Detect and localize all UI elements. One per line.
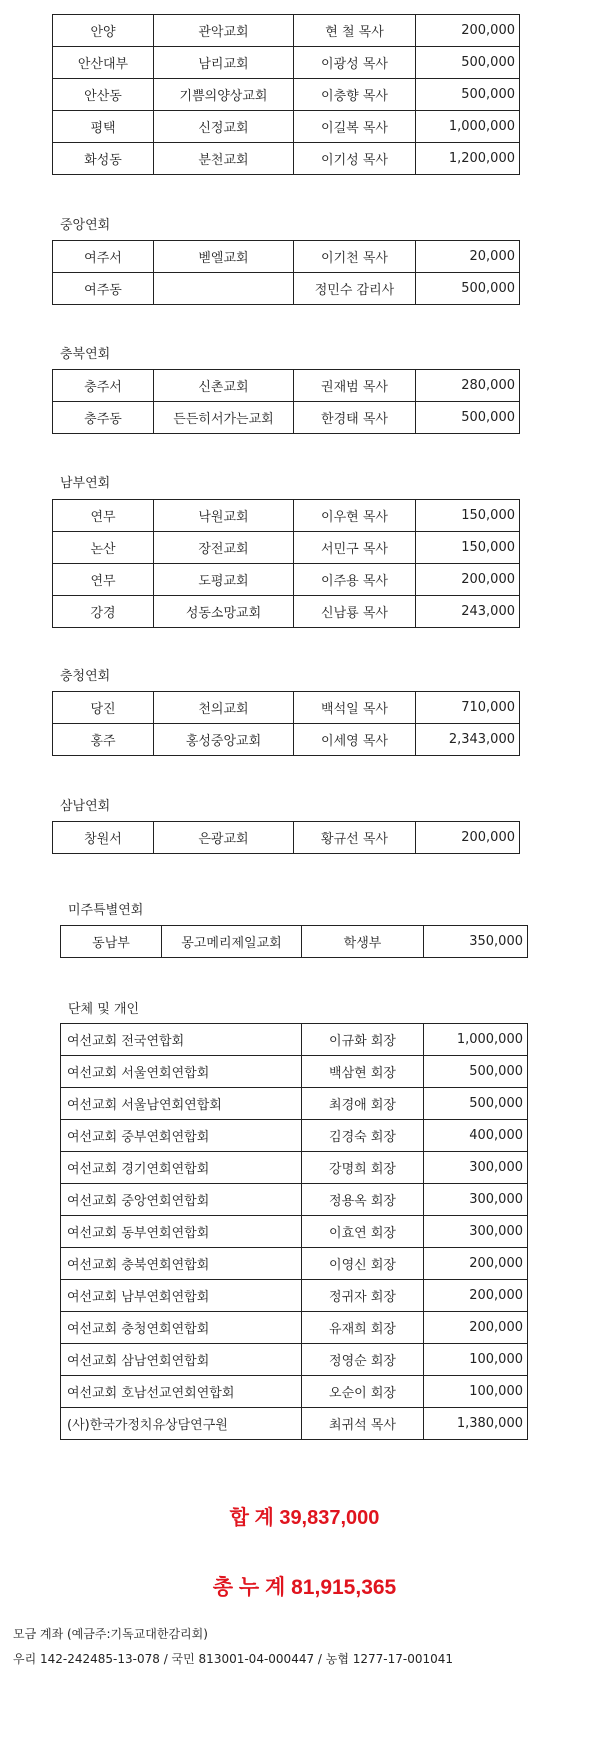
pastor-cell: 이세영 목사 [294,724,416,756]
section-title-jungang: 중앙연회 [60,218,111,233]
leader-cell: 이영신 회장 [302,1248,424,1280]
table-row [53,724,520,756]
church-cell: 홍성중앙교회 [154,724,294,756]
table-row [61,1312,528,1344]
table-row [61,1152,528,1184]
pastor-cell: 이우현 목사 [294,500,416,532]
amount-cell: 300,000 [424,1152,528,1184]
church-cell: 성동소망교회 [154,596,294,628]
amount-cell: 280,000 [416,370,520,402]
leader-cell: 최귀석 목사 [302,1408,424,1440]
church-cell: 분천교회 [154,143,294,175]
amount-cell: 243,000 [416,596,520,628]
section-title-us-special: 미주특별연회 [68,903,144,918]
table-row [61,1120,528,1152]
table-row [53,596,520,628]
table-row [61,1344,528,1376]
table-row [53,273,520,305]
offering-table-top [52,14,520,175]
offering-table-us-special [60,925,528,958]
church-cell: 은광교회 [154,822,294,854]
amount-cell: 1,000,000 [424,1024,528,1056]
group-name-cell: 여선교회 중앙연회연합회 [61,1184,302,1216]
section-title-groups: 단체 및 개인 [68,1002,140,1017]
amount-cell: 150,000 [416,500,520,532]
group-name-cell: 여선교회 충청연회연합회 [61,1312,302,1344]
amount-cell: 710,000 [416,692,520,724]
pastor-cell: 이기성 목사 [294,143,416,175]
table-row [53,15,520,47]
group-name-cell: 여선교회 동부연회연합회 [61,1216,302,1248]
amount-cell: 300,000 [424,1184,528,1216]
pastor-cell: 이충향 목사 [294,79,416,111]
offering-table-chungcheong [52,691,520,756]
leader-cell: 김경숙 회장 [302,1120,424,1152]
region-cell: 안양 [53,15,154,47]
leader-cell: 이규화 회장 [302,1024,424,1056]
section-title-chungcheong: 충청연회 [60,669,111,684]
amount-cell: 1,380,000 [424,1408,528,1440]
amount-cell: 200,000 [424,1248,528,1280]
table-row [53,692,520,724]
leader-cell: 유재희 회장 [302,1312,424,1344]
amount-cell: 500,000 [424,1088,528,1120]
church-cell: 관악교회 [154,15,294,47]
table-row [53,79,520,111]
region-cell: 동남부 [61,926,162,958]
leader-cell: 정영순 회장 [302,1344,424,1376]
table-row [53,370,520,402]
church-cell: 남리교회 [154,47,294,79]
amount-cell: 500,000 [416,273,520,305]
region-cell: 평택 [53,111,154,143]
table-row [61,1088,528,1120]
region-cell: 홍주 [53,724,154,756]
amount-cell: 500,000 [416,47,520,79]
region-cell: 연무 [53,500,154,532]
group-name-cell: 여선교회 남부연회연합회 [61,1280,302,1312]
pastor-cell: 한경태 목사 [294,402,416,434]
leader-cell: 강명희 회장 [302,1152,424,1184]
pastor-cell: 이광성 목사 [294,47,416,79]
leader-cell: 정귀자 회장 [302,1280,424,1312]
table-row [53,532,520,564]
group-name-cell: 여선교회 서울연회연합회 [61,1056,302,1088]
table-row [61,1184,528,1216]
group-name-cell: 여선교회 경기연회연합회 [61,1152,302,1184]
pastor-cell: 현 철 목사 [294,15,416,47]
region-cell: 여주서 [53,241,154,273]
table-row [61,1024,528,1056]
table-row [53,111,520,143]
offering-table-chungbuk [52,369,520,434]
region-cell: 당진 [53,692,154,724]
church-cell: 든든히서가는교회 [154,402,294,434]
offering-table-nambu [52,499,520,628]
account-numbers: 우리 142-242485-13-078 / 국민 813001-04-000447 / 농협 1277-17-001041 [13,1652,454,1666]
section-title-chungbuk: 충북연회 [60,347,111,362]
church-cell: 벧엘교회 [154,241,294,273]
group-name-cell: 여선교회 호남선교연회연합회 [61,1376,302,1408]
amount-cell: 150,000 [416,532,520,564]
amount-cell: 400,000 [424,1120,528,1152]
amount-cell: 100,000 [424,1376,528,1408]
pastor-cell: 황규선 목사 [294,822,416,854]
group-name-cell: 여선교회 삼남연회연합회 [61,1344,302,1376]
leader-cell: 정용옥 회장 [302,1184,424,1216]
account-heading: 모금 계좌 (예금주:기독교대한감리회) [13,1627,208,1641]
leader-cell: 최경애 회장 [302,1088,424,1120]
pastor-cell: 서민구 목사 [294,532,416,564]
region-cell: 안산동 [53,79,154,111]
table-row [61,1056,528,1088]
table-row [53,402,520,434]
section-title-nambu: 남부연회 [60,476,111,491]
leader-cell: 이효연 회장 [302,1216,424,1248]
pastor-cell: 이길복 목사 [294,111,416,143]
church-cell [154,273,294,305]
sum-total: 합 계 39,837,000 [229,1507,380,1529]
amount-cell: 2,343,000 [416,724,520,756]
group-name-cell: 여선교회 충북연회연합회 [61,1248,302,1280]
table-row [53,143,520,175]
region-cell: 안산대부 [53,47,154,79]
church-cell: 신정교회 [154,111,294,143]
table-row [61,1376,528,1408]
table-row [53,564,520,596]
table-row [61,1216,528,1248]
pastor-cell: 학생부 [302,926,424,958]
offering-table-jungang [52,240,520,305]
region-cell: 논산 [53,532,154,564]
church-cell: 천의교회 [154,692,294,724]
amount-cell: 500,000 [416,402,520,434]
group-name-cell: 여선교회 중부연회연합회 [61,1120,302,1152]
offering-table-samnam [52,821,520,854]
church-cell: 기쁨의양상교회 [154,79,294,111]
table-row [53,241,520,273]
grand-total: 총 누 계 81,915,365 [212,1576,397,1599]
table-row [53,47,520,79]
region-cell: 연무 [53,564,154,596]
table-row [61,1248,528,1280]
amount-cell: 200,000 [416,564,520,596]
leader-cell: 오순이 회장 [302,1376,424,1408]
church-cell: 몽고메리제일교회 [162,926,302,958]
group-name-cell: 여선교회 서울남연회연합회 [61,1088,302,1120]
amount-cell: 1,000,000 [416,111,520,143]
church-cell: 신촌교회 [154,370,294,402]
leader-cell: 백삼현 회장 [302,1056,424,1088]
amount-cell: 350,000 [424,926,528,958]
pastor-cell: 신남룡 목사 [294,596,416,628]
table-row [53,822,520,854]
church-cell: 낙원교회 [154,500,294,532]
group-name-cell: 여선교회 전국연합회 [61,1024,302,1056]
amount-cell: 200,000 [424,1280,528,1312]
region-cell: 충주서 [53,370,154,402]
pastor-cell: 이주용 목사 [294,564,416,596]
church-cell: 도평교회 [154,564,294,596]
group-name-cell: (사)한국가정치유상담연구원 [61,1408,302,1440]
section-title-samnam: 삼남연회 [60,799,111,814]
table-row [53,500,520,532]
amount-cell: 200,000 [424,1312,528,1344]
pastor-cell: 정민수 감리사 [294,273,416,305]
amount-cell: 200,000 [416,822,520,854]
amount-cell: 100,000 [424,1344,528,1376]
table-row [61,1408,528,1440]
region-cell: 충주동 [53,402,154,434]
amount-cell: 20,000 [416,241,520,273]
church-cell: 장전교회 [154,532,294,564]
amount-cell: 500,000 [416,79,520,111]
region-cell: 여주동 [53,273,154,305]
table-row [61,926,528,958]
pastor-cell: 이기천 목사 [294,241,416,273]
region-cell: 화성동 [53,143,154,175]
offering-table-groups [60,1023,528,1440]
amount-cell: 1,200,000 [416,143,520,175]
amount-cell: 300,000 [424,1216,528,1248]
table-row [61,1280,528,1312]
amount-cell: 200,000 [416,15,520,47]
pastor-cell: 백석일 목사 [294,692,416,724]
amount-cell: 500,000 [424,1056,528,1088]
region-cell: 강경 [53,596,154,628]
region-cell: 창원서 [53,822,154,854]
pastor-cell: 권재범 목사 [294,370,416,402]
